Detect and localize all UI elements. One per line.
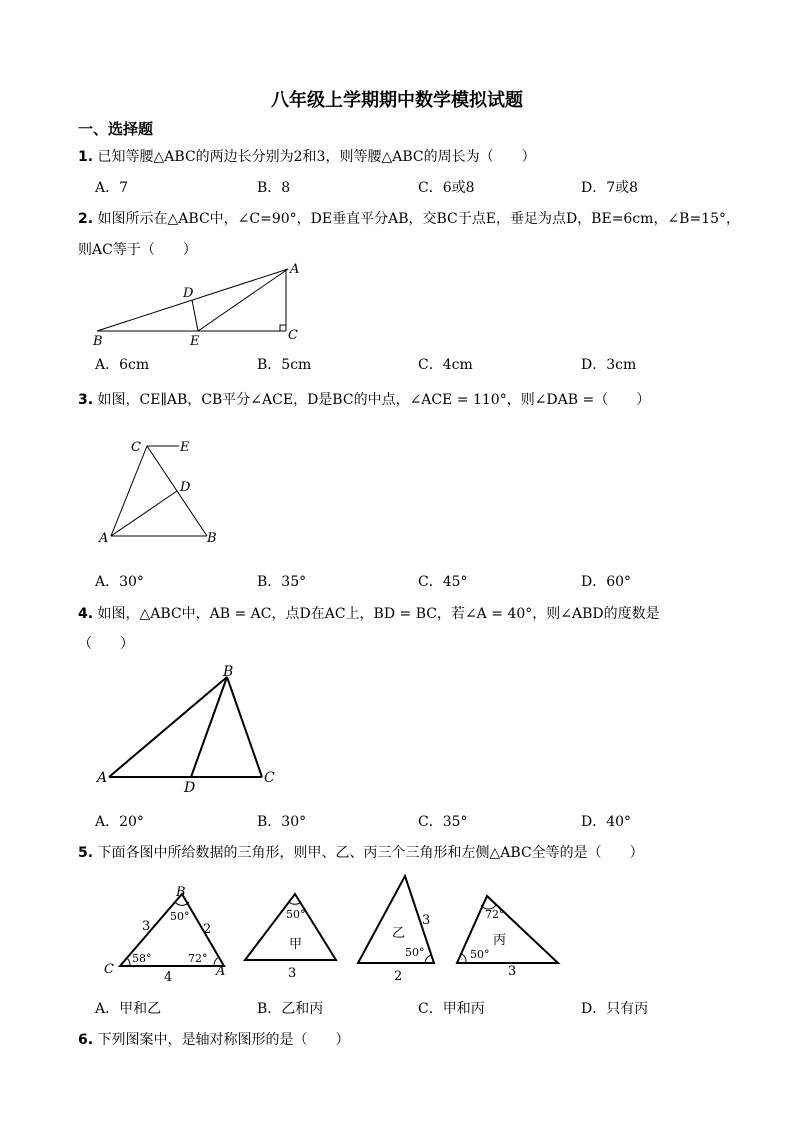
bing-angle1-value: 72° [485, 908, 505, 921]
q5-option-a: A．甲和乙 [95, 1001, 162, 1017]
triangle-bing [457, 896, 558, 979]
q5-figure [100, 872, 570, 987]
q5-option-d: D．只有丙 [581, 1001, 649, 1017]
jia-angle-value: 50° [286, 908, 306, 921]
bing-angle2-value: 50° [470, 948, 490, 961]
triangle-yi [358, 876, 434, 984]
jia-name: 甲 [289, 937, 303, 952]
yi-side2-value: 2 [394, 969, 403, 984]
label-d: D [184, 780, 196, 796]
q5-option-b: B．乙和丙 [257, 1001, 324, 1017]
q1-option-d: D．7或8 [581, 180, 639, 196]
question-number: 5. [78, 845, 94, 861]
q3-figure [95, 432, 235, 550]
q5-option-c: C．甲和丙 [418, 1001, 485, 1017]
label-c: C [131, 440, 141, 455]
question-text: 下列图案中，是轴对称图形的是（ ） [97, 1032, 350, 1048]
segment-ad [111, 491, 177, 536]
question-number: 6. [78, 1032, 94, 1048]
label-c: C [288, 328, 298, 343]
segment-ea [198, 269, 288, 331]
question-text: 下面各图中所给数据的三角形，则甲、乙、丙三个三角形和左侧△ABC全等的是（ ） [97, 845, 644, 861]
segment-de [192, 300, 198, 331]
label-e: E [190, 334, 200, 348]
label-d: D [180, 480, 191, 495]
q2-figure [85, 258, 315, 348]
q1-option-c: C．6或8 [418, 180, 475, 196]
label-b: B [223, 664, 234, 680]
q1-option-b: B．8 [257, 180, 291, 196]
q4-figure [92, 660, 292, 800]
label-b: B [207, 531, 217, 546]
label-b: B [93, 334, 103, 348]
q3-option-a: A．30° [95, 574, 144, 590]
question-number: 1. [78, 149, 94, 165]
bing-side-value: 3 [508, 964, 517, 979]
question-text: 如图，△ABC中，AB = AC，点D在AC上，BD = BC，若∠A = 40°，则∠ABD的度数是 [97, 606, 660, 622]
question-number: 2. [78, 211, 94, 227]
q3-option-d: D．60° [581, 574, 632, 590]
q2-option-c: C．4cm [418, 357, 473, 373]
angle-mark-c [127, 958, 130, 966]
segment-ca [111, 446, 147, 536]
angle-b-value: 50° [170, 910, 190, 923]
label-a: A [99, 531, 109, 546]
side-bc-value: 3 [142, 919, 151, 934]
q4-option-c: C．35° [418, 814, 468, 830]
yi-name: 乙 [392, 926, 406, 941]
page-title: 八年级上学期期中数学模拟试题 [271, 90, 523, 111]
segment-bc [227, 677, 262, 777]
question-number: 4. [78, 606, 94, 622]
label-e: E [180, 440, 190, 455]
question-text: 如图，CE∥AB，CB平分∠ACE，D是BC的中点，∠ACE = 110°，则∠DAB =（ ） [97, 392, 651, 408]
q3-option-b: B．35° [257, 574, 307, 590]
q2-option-b: B．5cm [257, 357, 312, 373]
side-ca-value: 4 [164, 970, 173, 985]
question-4 [78, 603, 660, 623]
triangle-abc [104, 885, 225, 985]
question-3 [78, 389, 650, 409]
q2-option-a: A．6cm [95, 357, 150, 373]
label-c: C [264, 770, 275, 786]
question-2 [78, 208, 740, 228]
label-c: C [104, 962, 114, 977]
side-ab-value: 2 [203, 922, 212, 937]
yi-side1-value: 3 [422, 913, 431, 928]
label-a: A [97, 770, 108, 786]
jia-side-value: 3 [288, 966, 297, 981]
question-number: 3. [78, 392, 94, 408]
q4-option-a: A．20° [95, 814, 144, 830]
q2-option-d: D．3cm [581, 357, 637, 373]
angle-a-value: 72° [188, 952, 208, 965]
q1-option-a: A．7 [95, 180, 129, 196]
question-text: 已知等腰△ABC的两边长分别为2和3，则等腰△ABC的周长为（ ） [97, 149, 536, 165]
question-6 [78, 1029, 350, 1049]
label-a: A [216, 964, 226, 979]
question-5 [78, 842, 644, 862]
question-1 [78, 146, 536, 166]
question-text: 如图所示在△ABC中，∠C=90°，DE垂直平分AB，交BC于点E，垂足为点D，BE=6cm，∠B=15°， [97, 211, 741, 227]
label-d: D [183, 286, 194, 301]
right-angle-mark [280, 325, 286, 331]
section-heading: 一、选择题 [78, 120, 154, 138]
question-4-line2: （ ） [78, 636, 134, 652]
angle-mark-bing-left [462, 954, 466, 963]
label-a: A [290, 262, 300, 277]
q4-option-b: B．30° [257, 814, 307, 830]
bing-name: 丙 [493, 933, 507, 948]
triangle-jia [245, 894, 336, 981]
q4-option-d: D．40° [581, 814, 632, 830]
angle-mark-yi [425, 955, 431, 963]
q3-option-c: C．45° [418, 574, 468, 590]
angle-c-value: 58° [132, 952, 152, 965]
label-b: B [176, 885, 186, 900]
question-2-line2: 则AC等于（ ） [78, 242, 197, 258]
yi-angle-value: 50° [405, 946, 425, 959]
